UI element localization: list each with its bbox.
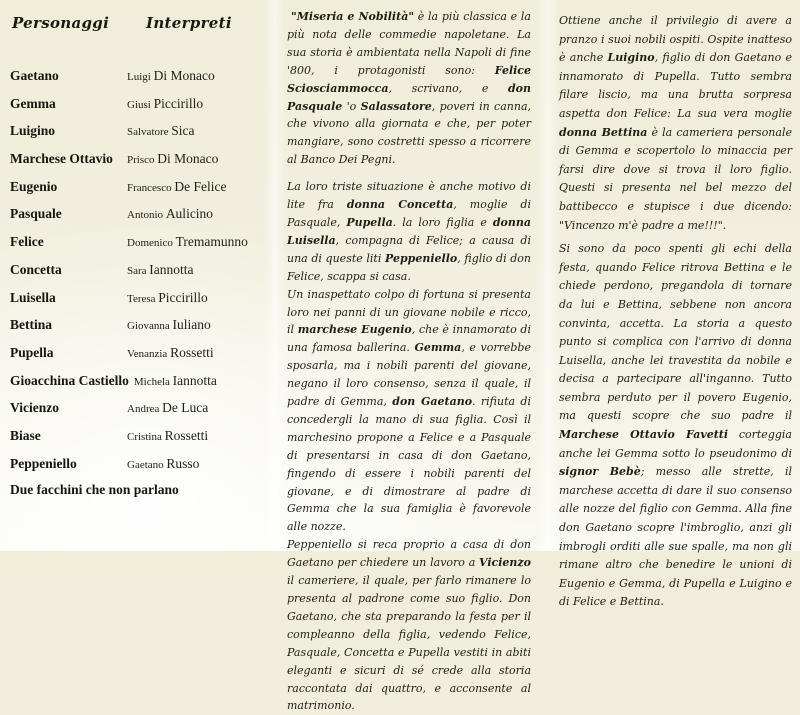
- cast-header-interpreti: Interpreti: [146, 14, 232, 32]
- actor-first-name: Sara: [127, 264, 150, 277]
- character-name: Luigino: [10, 123, 56, 139]
- actor-name: [127, 261, 194, 279]
- actor-surname: Iannotta: [172, 372, 217, 388]
- bold-text-segment: Gemma: [414, 341, 462, 355]
- character-name: Eugenio: [10, 178, 58, 194]
- text-segment: , figlio di don Gaetano e innamorato di Pupella. Tutto sembra filare liscio, ma una brutta sorpresa aspetta don Felice: La sua vera moglie: [559, 51, 792, 120]
- bold-text-segment: marchese Eugenio: [297, 323, 412, 337]
- character-name: Felice: [10, 234, 44, 250]
- synopsis-paragraph: [559, 12, 792, 235]
- text-segment: , scrivano, e: [388, 81, 508, 95]
- actor-first-name: Venanzia: [127, 347, 171, 360]
- text-segment: Ottiene anche il privilegio di avere a pranzo i suoi nobili ospiti. Ospite inatteso è anche: [559, 14, 792, 65]
- actor-name: [127, 399, 208, 417]
- bold-text-segment: Luigino: [607, 51, 655, 65]
- text-segment: , figlio di don Felice, scappa si casa.: [287, 251, 531, 283]
- text-segment: è la più classica e la più nota delle commedie napoletane. La sua storia è ambientata nella Napoli di fine '800, i protagonisti sono:: [287, 10, 531, 77]
- text-segment: , poveri in canna, che vivono alla giornata e che, per poter mangiare, sono costretti spesso a ricorrere al Banco Dei Pegni.: [287, 99, 531, 167]
- character-name: Bettina: [10, 317, 52, 333]
- cast-header-personaggi: Personaggi: [12, 14, 110, 32]
- actor-first-name: Salvatore: [127, 126, 172, 139]
- bold-text-segment: Vicienzo: [479, 556, 531, 570]
- actor-name: [127, 344, 214, 362]
- actor-name: [127, 205, 213, 223]
- actor-surname: Di Monaco: [157, 151, 219, 167]
- column-gap-crease-right: [537, 0, 559, 551]
- actor-name: [127, 95, 203, 113]
- cast-row: [10, 150, 276, 178]
- actor-surname: Tremamunno: [175, 234, 248, 250]
- bold-text-segment: donna Luisella: [287, 215, 531, 247]
- actor-surname: Piccirillo: [158, 289, 208, 305]
- cast-row: [10, 95, 276, 123]
- synopsis-paragraph: [287, 286, 531, 537]
- actor-first-name: Giusi: [127, 98, 154, 111]
- synopsis-paragraph: [287, 8, 531, 169]
- cast-row: [10, 67, 276, 95]
- synopsis-middle: [287, 8, 531, 715]
- text-segment: , compagna di Felice; a causa di una di queste liti: [287, 233, 531, 265]
- synopsis-paragraph: [287, 536, 531, 715]
- character-name: Peppeniello: [10, 455, 77, 471]
- text-segment: , moglie di Pasquale,: [287, 198, 531, 229]
- cast-list: [10, 67, 276, 510]
- text-segment: il cameriere, il quale, per farlo rimanere lo presenta al padrone come suo figlio. Don Gaetano, che sta preparando la festa per il compleanno della figlia, vedendo Felice, Pasquale, Concetta e Pupella vestiti in abiti eleganti e sicuri di sé crede alla storia raccontata dai quattro, e acconsente al matrimonio.: [287, 574, 531, 713]
- bold-text-segment: donna Bettina: [559, 125, 648, 139]
- cast-row: [10, 178, 276, 206]
- actor-surname: De Luca: [162, 400, 209, 416]
- actor-first-name: Domenico: [127, 237, 176, 250]
- character-name: Concetta: [10, 261, 62, 277]
- actor-first-name: Antonio: [127, 209, 166, 222]
- character-name: Luisella: [10, 289, 56, 305]
- cast-headers: [10, 12, 276, 60]
- bold-text-segment: Marchese Ottavio Favetti: [559, 428, 729, 442]
- actor-name: [127, 316, 211, 334]
- text-segment: La loro triste situazione è anche motivo di lite fra: [287, 180, 531, 212]
- actor-name: [127, 122, 195, 140]
- bold-text-segment: donna Concetta: [346, 198, 454, 212]
- actor-name: [127, 455, 199, 473]
- text-segment: . rifiuta di concedergli la mano di sua figlia. Così il marchesino propone a Felice e a Pasquale di presentarsi in casa di don Gaetano, fingendo di essere i nobili parenti del giovane, e di dimostrare al padre di Gemma che la sua famiglia è favorevole alle nozze.: [287, 395, 531, 534]
- actor-first-name: Francesco: [127, 181, 175, 194]
- cast-row: [10, 289, 276, 317]
- bold-text-segment: Peppeniello: [385, 251, 458, 265]
- cast-row: [10, 122, 276, 150]
- synopsis-paragraph: [559, 240, 792, 612]
- actor-first-name: Gaetano: [127, 458, 167, 471]
- cast-row: [10, 372, 276, 400]
- cast-row: [10, 482, 276, 510]
- bold-text-segment: don Gaetano: [392, 395, 473, 409]
- text-segment: , e vorrebbe sposarla, ma i nobili parenti del giovane, negano il loro consenso, senza il quale, il padre di Gemma,: [287, 341, 531, 409]
- cast-section: [10, 12, 276, 510]
- actor-name: [127, 150, 218, 168]
- character-name: Gemma: [10, 95, 56, 111]
- cast-row: [10, 233, 276, 261]
- character-name: Pupella: [10, 344, 54, 360]
- actor-name: [127, 427, 208, 445]
- character-name: Vicienzo: [10, 400, 59, 416]
- character-name: Biase: [10, 427, 41, 443]
- cast-row: [10, 316, 276, 344]
- bold-text-segment: signor Bebè: [559, 465, 641, 479]
- bold-text-segment: don Pasquale: [287, 81, 531, 113]
- bold-text-segment: Pupella: [346, 215, 393, 229]
- actor-name: [127, 67, 215, 85]
- bold-text-segment: Salassatore: [360, 99, 432, 113]
- text-segment: . la loro figlia e: [392, 215, 493, 229]
- actor-surname: Russo: [166, 455, 200, 471]
- cast-row: [10, 399, 276, 427]
- actor-name: [134, 372, 217, 390]
- character-name: Marchese Ottavio: [10, 151, 113, 167]
- actor-surname: Rossetti: [170, 344, 214, 360]
- synopsis-paragraph: [287, 178, 531, 285]
- actor-surname: Sica: [171, 123, 195, 139]
- actor-first-name: Cristina: [127, 430, 165, 443]
- actor-first-name: Luigi: [127, 71, 154, 83]
- actor-first-name: Giovanna: [127, 320, 173, 333]
- actor-surname: Rossetti: [164, 427, 209, 443]
- actor-surname: Iuliano: [172, 317, 211, 333]
- actor-surname: Aulicino: [165, 206, 214, 222]
- cast-row: [10, 427, 276, 455]
- actor-first-name: Andrea: [127, 403, 163, 416]
- synopsis-right: [559, 12, 792, 612]
- text-segment: 'o: [342, 99, 361, 113]
- character-name: Gioacchina Castiello: [10, 372, 129, 388]
- actor-surname: Iannotta: [149, 261, 194, 277]
- actor-surname: Di Monaco: [153, 68, 215, 83]
- character-name: Gaetano: [10, 68, 59, 83]
- text-segment: ; messo alle strette, il marchese accetta di dare il suo consenso alle nozze del figlio con Gemma. Alla fine don Gaetano scopre l'imbroglio, anzi gli imbrogli orditi alle sue spalle, ma non gli rimane altro che benedire le unioni di Eugenio e Gemma, di Pupella e Luigino e di Felice e Bettina.: [559, 465, 792, 609]
- character-name: Pasquale: [10, 206, 62, 222]
- text-segment: Un inaspettato colpo di fortuna si presenta loro nei panni di un giovane nobile e ricco, il: [287, 287, 531, 337]
- text-segment: Peppeniello si reca proprio a casa di don Gaetano per chiedere un lavoro a: [287, 538, 531, 570]
- character-name: Due facchini che non parlano: [10, 482, 179, 498]
- cast-row: [10, 261, 276, 289]
- bold-text-segment: "Miseria e Nobilità": [291, 10, 415, 23]
- text-segment: Si sono da poco spenti gli echi della festa, quando Felice ritrova Bettina e le chiede perdono, pregandola di tornare da lui e Bettina, sebbene non ancora convinta, accetta. La storia a questo punto si complica con l'arrivo di donna Luisella, anche lei travestita da nobile e decisa a partecipare all'inganno. Tutto sembra perduto per il povero Eugenio, ma questi scopre che suo padre il: [559, 242, 792, 423]
- text-segment: è la cameriera personale di Gemma e scopertolo lo minaccia per farsi dire dove si trova il loro figlio. Questi si presenta nel bel mezzo del battibecco e stupisce i due dicendo: "Vincenzo m'è padre a me!!!".: [559, 125, 792, 232]
- actor-first-name: Teresa: [127, 292, 159, 305]
- actor-surname: Piccirillo: [153, 95, 204, 111]
- actor-name: [127, 233, 248, 251]
- cast-row: [10, 344, 276, 372]
- actor-first-name: Michela: [133, 375, 173, 388]
- bold-text-segment: Felice Sciosciammocca: [287, 63, 531, 95]
- cast-row: [10, 455, 276, 483]
- text-segment: corteggia anche lei Gemma sotto lo pseudonimo di: [559, 428, 792, 460]
- actor-surname: De Felice: [174, 178, 227, 194]
- actor-first-name: Prisco: [127, 154, 158, 167]
- cast-row: [10, 205, 276, 233]
- text-segment: , che è innamorato di una famosa ballerina.: [287, 323, 531, 355]
- actor-name: [127, 289, 208, 307]
- actor-name: [127, 178, 226, 196]
